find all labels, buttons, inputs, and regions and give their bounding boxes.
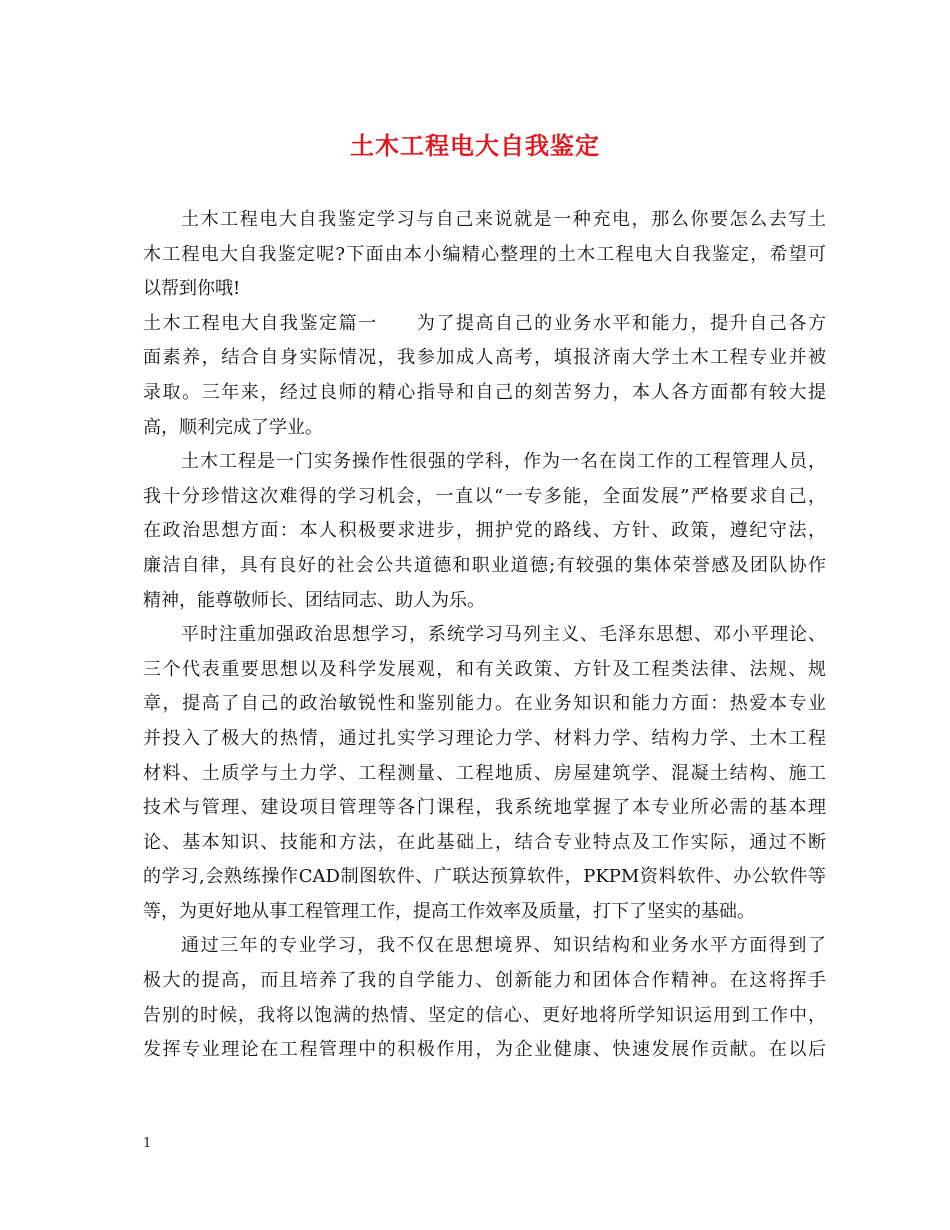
text-line: 技术与管理、建设项目管理等各门课程，我系统地掌握了本专业所必需的基本理 (143, 797, 826, 819)
text-line: 在政治思想方面：本人积极要求进步，拥护党的路线、方针、政策，遵纪守法， (143, 520, 826, 542)
document-body (143, 203, 826, 1068)
text-line: 等，为更好地从事工程管理工作，提高工作效率及质量，打下了坚实的基础。 (143, 900, 755, 922)
text-line: 并投入了极大的热情，通过扎实学习理论力学、材料力学、结构力学、土木工程 (143, 727, 826, 749)
text-line: 论、基本知识、技能和方法，在此基础上，结合专业特点及工作实际，通过不断 (143, 831, 826, 853)
text-line: 平时注重加强政治思想学习，系统学习马列主义、毛泽东思想、邓小平理论、 (181, 624, 826, 646)
text-line: 以帮到你哦! (143, 278, 241, 300)
text-line: 告别的时候，我将以饱满的热情、坚定的信心、更好地将所学知识运用到工作中， (143, 1004, 826, 1026)
text-line: 高，顺利完成了学业。 (143, 416, 323, 438)
text-line: 土木工程电大自我鉴定篇一 为了提高自己的业务水平和能力，提升自己各方 (143, 312, 826, 334)
text-line: 土木工程是一门实务操作性很强的学科，作为一名在岗工作的工程管理人员， (181, 451, 826, 473)
text-line: 的学习,会熟练操作CAD制图软件、广联达预算软件，PKPM资料软件、办公软件等 (143, 866, 826, 888)
text-line: 发挥专业理论在工程管理中的积极作用，为企业健康、快速发展作贡献。在以后 (143, 1039, 826, 1061)
text-line: 录取。三年来，经过良师的精心指导和自己的刻苦努力，本人各方面都有较大提 (143, 381, 826, 403)
text-line: 三个代表重要思想以及科学发展观，和有关政策、方针及工程类法律、法规、规 (143, 658, 826, 680)
text-line: 材料、土质学与土力学、工程测量、工程地质、房屋建筑学、混凝土结构、施工 (143, 762, 826, 784)
text-line: 木工程电大自我鉴定呢?下面由本小编精心整理的土木工程电大自我鉴定，希望可 (143, 243, 826, 265)
page-number: 1 (143, 1136, 152, 1151)
text-line: 廉洁自律，具有良好的社会公共道德和职业道德;有较强的集体荣誉感及团队协作 (143, 554, 826, 576)
document-title: 土木工程电大自我鉴定 (350, 131, 600, 160)
text-line: 精神，能尊敬师长、团结同志、助人为乐。 (143, 589, 485, 611)
text-line: 章，提高了自己的政治敏锐性和鉴别能力。在业务知识和能力方面：热爱本专业 (143, 693, 826, 715)
text-line: 我十分珍惜这次难得的学习机会，一直以“一专多能，全面发展”严格要求自己， (143, 485, 826, 507)
text-line: 面素养，结合自身实际情况，我参加成人高考，填报济南大学土木工程专业并被 (143, 347, 826, 369)
text-line: 通过三年的专业学习，我不仅在思想境界、知识结构和业务水平方面得到了 (181, 935, 826, 957)
text-line: 极大的提高，而且培养了我的自学能力、创新能力和团体合作精神。在这将挥手 (143, 970, 826, 992)
text-line: 土木工程电大自我鉴定学习与自己来说就是一种充电，那么你要怎么去写土 (181, 209, 826, 230)
